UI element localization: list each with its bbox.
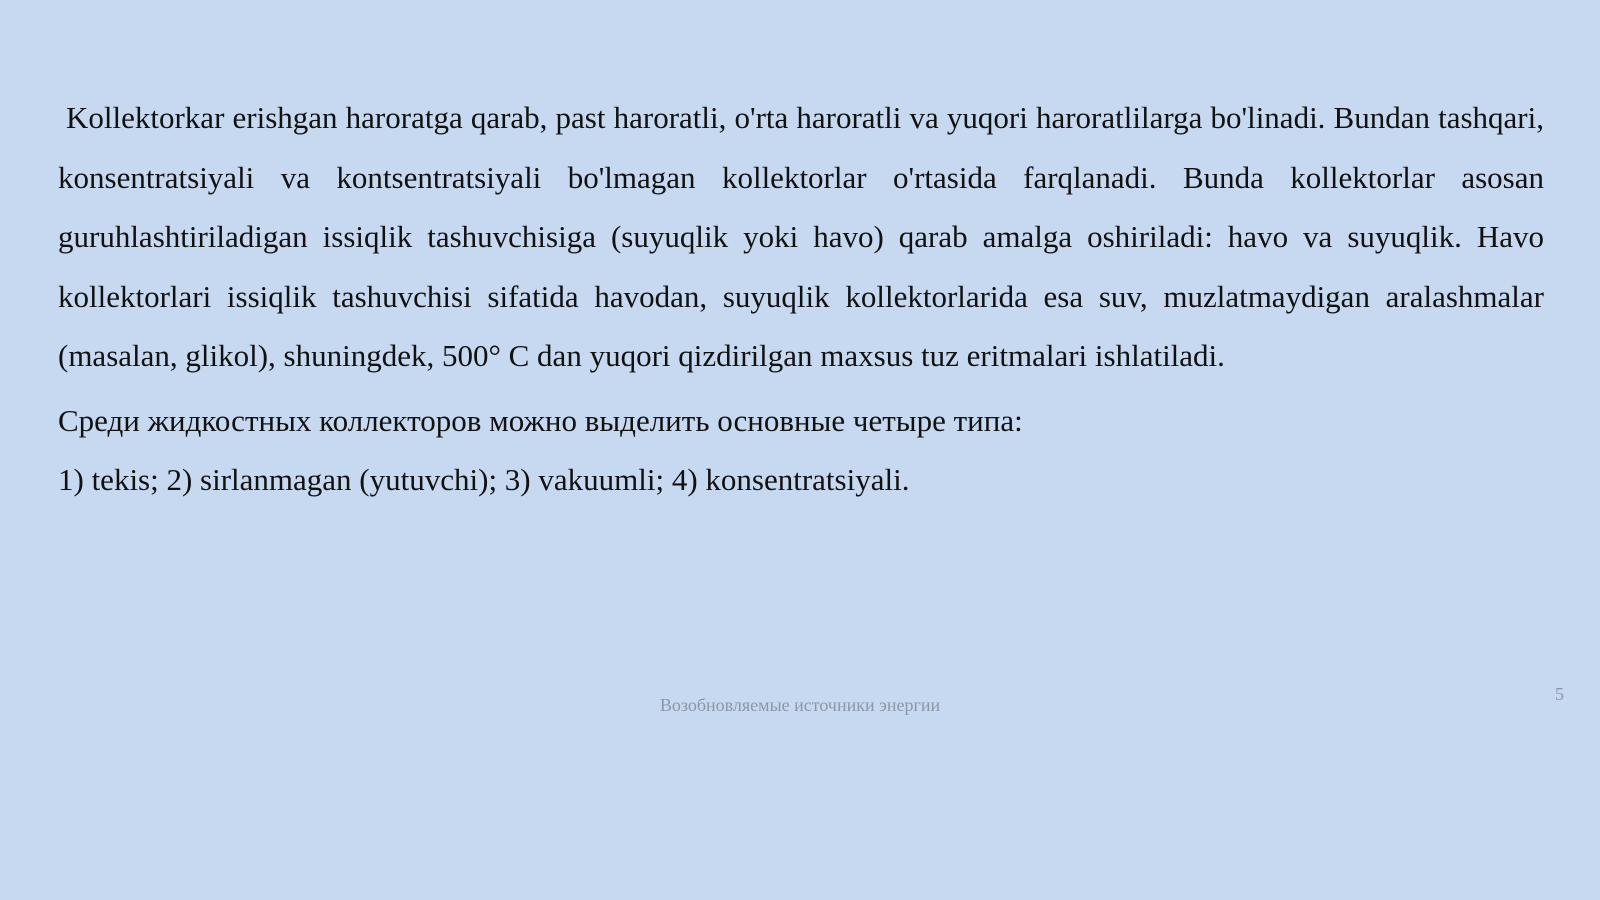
slide-number: 5 (1555, 684, 1564, 704)
paragraph-liquid-collector-types: Среди жидкостных коллекторов можно выделить основные четыре типа: (58, 402, 1023, 438)
paragraph-collectors-classification: Kollektorkar erishgan haroratga qarab, past haroratli, o'rta haroratli va yuqori haroratlilarga bo'linadi. Bundan tashqari, konsentratsiyali va kontsentratsiyali bo'lmagan kollektorlar o'rtasida farqlanadi. Bunda kollektorlar asosan guruhlashtiriladigan issiqlik tashuvchisiga (suyuqlik yoki havo) qarab amalga oshiriladi: havo va suyuqlik. Havo kollektorlari issiqlik tashuvchisi sifatida havodan, suyuqlik kollektorlarida esa suv, muzlatmaydigan aralashmalar (masalan, glikol), shuningdek, 500° C dan yuqori qizdirilgan maxsus tuz eritmalari ishlatiladi. (58, 100, 1544, 373)
slide-footer: Возобновляемые источники энергии (659, 695, 941, 715)
collector-types-list: 1) tekis; 2) sirlanmagan (yutuvchi); 3) vakuumli; 4) konsentratsiyali. (58, 462, 910, 497)
slide-body (58, 88, 1544, 510)
